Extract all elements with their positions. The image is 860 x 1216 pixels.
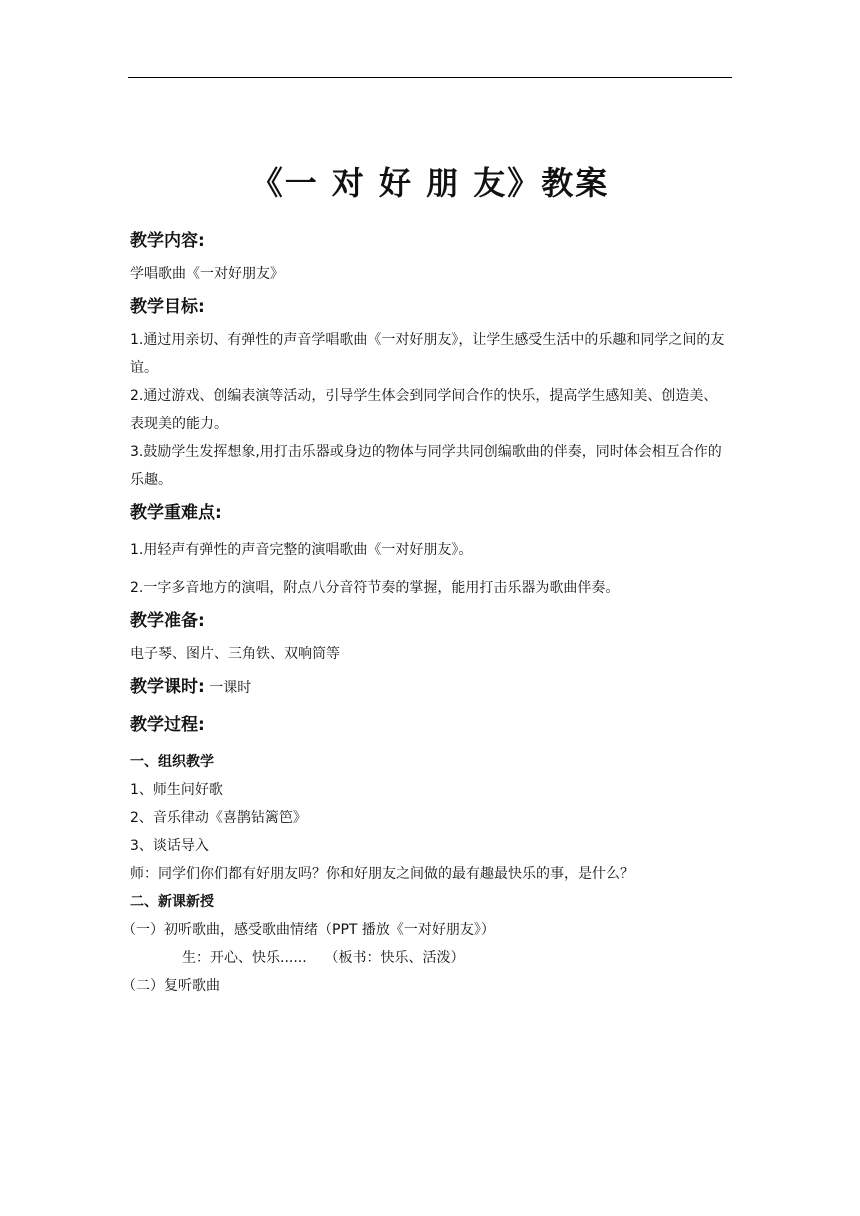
- teacher-question: 师：同学们你们都有好朋友吗？你和好朋友之间做的最有趣最快乐的事，是什么？: [130, 866, 634, 882]
- section-2-step: （一）初听歌曲，感受歌曲情绪（PPT 播放《一对好朋友》）: [122, 922, 495, 938]
- goal-item: 1.通过用亲切、有弹性的声音学唱歌曲《一对好朋友》，让学生感受生活中的乐趣和同学之间的友谊。: [130, 332, 725, 376]
- keypoint-item: 1.用轻声有弹性的声音完整的演唱歌曲《一对好朋友》。: [130, 542, 473, 558]
- content-heading: 教学内容:: [130, 231, 205, 251]
- process-heading: 教学过程:: [130, 715, 205, 735]
- section-1-item: 2、音乐律动《喜鹊钻篱笆》: [130, 810, 307, 826]
- keypoints-heading: 教学重难点:: [130, 503, 222, 523]
- section-2-heading: 二、新课新授: [130, 894, 214, 910]
- hours-heading: 教学课时:: [130, 677, 205, 697]
- content-text: 学唱歌曲《一对好朋友》: [130, 266, 284, 282]
- header-rule: [128, 77, 732, 78]
- doc-title: 《一 对 好 朋 友》教案: [250, 164, 610, 202]
- section-2-step: （二）复听歌曲: [122, 978, 220, 994]
- section-1-item: 1、师生问好歌: [130, 782, 223, 798]
- section-1-heading: 一、组织教学: [130, 754, 214, 770]
- hours-line: [130, 674, 730, 702]
- document-body: [122, 160, 730, 1000]
- section-1-item: 3、谈话导入: [130, 838, 209, 854]
- goal-item: 3.鼓励学生发挥想象,用打击乐器或身边的物体与同学共同创编歌曲的伴奏，同时体会相互合作的乐趣。: [130, 444, 722, 488]
- prep-text: 电子琴、图片、三角铁、双响筒等: [130, 646, 340, 662]
- keypoint-item: 2.一字多音地方的演唱，附点八分音符节奏的掌握，能用打击乐器为歌曲伴奏。: [130, 580, 620, 596]
- hours-text: 一课时: [209, 680, 252, 696]
- goals-heading: 教学目标:: [130, 297, 205, 317]
- prep-heading: 教学准备:: [130, 611, 205, 631]
- section-2-answer: 生：开心、快乐...... （板书：快乐、活泼）: [182, 950, 465, 966]
- goal-item: 2.通过游戏、创编表演等活动，引导学生体会到同学间合作的快乐，提高学生感知美、创造美、表现美的能力。: [130, 388, 718, 432]
